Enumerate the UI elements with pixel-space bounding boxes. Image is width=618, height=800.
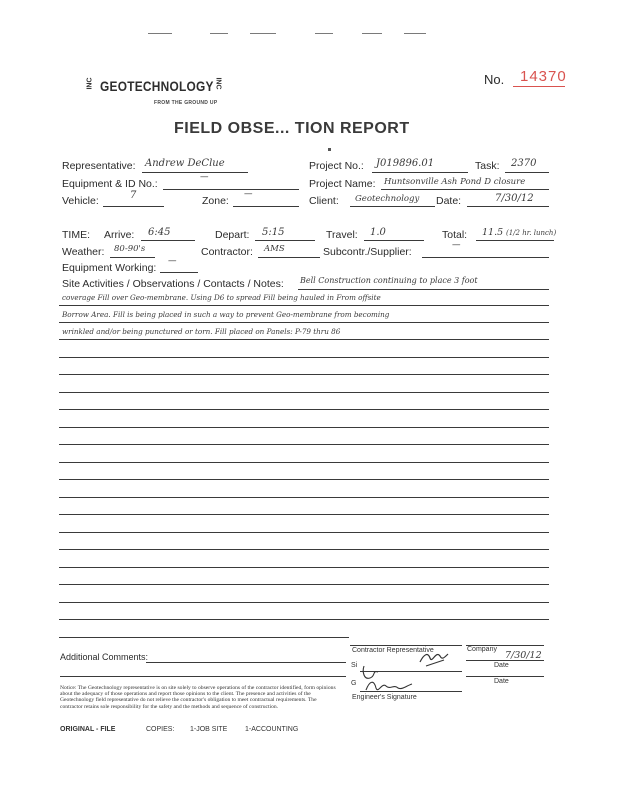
date-label-2: Date — [494, 678, 509, 685]
ruled-line — [59, 462, 549, 463]
scan-mark — [210, 33, 228, 34]
logo-text: GEOTECHNOLOGY — [100, 78, 214, 94]
signature-line-2 — [360, 691, 462, 692]
contractor-signature — [418, 648, 450, 670]
total-value: 11.5 — [482, 227, 504, 238]
sig-prefix-2: G — [351, 680, 357, 687]
report-no-label: No. — [484, 72, 505, 87]
contractor-label: Contractor: — [201, 246, 253, 258]
representative-underline — [142, 172, 248, 173]
ruled-line — [59, 619, 549, 620]
travel-underline — [364, 240, 424, 241]
company-date: 7/30/12 — [505, 650, 542, 661]
project-no-label: Project No.: — [309, 160, 364, 172]
depart-value: 5:15 — [262, 227, 285, 238]
equipment-working-underline — [160, 272, 198, 273]
ruled-line — [59, 532, 549, 533]
scan-mark — [148, 33, 172, 34]
subcontr-value: — — [452, 240, 461, 250]
client-value: Geotechnology — [355, 194, 420, 204]
additional-comments-underline — [146, 662, 346, 663]
project-no-underline — [372, 172, 468, 173]
logo-side-text-right: INC — [214, 77, 222, 90]
project-name-value: Huntsonville Ash Pond D closure — [384, 177, 526, 187]
additional-comments-label: Additional Comments: — [60, 652, 149, 662]
ruled-line — [59, 427, 549, 428]
travel-label: Travel: — [326, 229, 358, 241]
ruled-line — [59, 584, 549, 585]
ruled-line — [59, 322, 549, 323]
arrive-label: Arrive: — [104, 229, 135, 241]
total-underline — [476, 240, 554, 241]
weather-label: Weather: — [62, 246, 105, 258]
date-value: 7/30/12 — [495, 193, 534, 204]
equipment-underline — [163, 189, 299, 190]
engineer-signature — [364, 676, 414, 696]
page-title: FIELD OBSE... TION REPORT — [174, 120, 410, 137]
arrive-value: 6:45 — [148, 227, 171, 238]
equipment-value: — — [200, 172, 209, 182]
project-name-underline — [381, 189, 549, 190]
copy-job-site: 1-JOB SITE — [190, 726, 228, 733]
ruled-line — [59, 305, 549, 306]
zone-label: Zone: — [202, 195, 229, 207]
logo-tagline: FROM THE GROUND UP — [154, 100, 218, 106]
ruled-line — [59, 444, 549, 445]
engineer-sig-label: Engineer's Signature — [352, 694, 417, 701]
ruled-line — [59, 392, 549, 393]
notes-line: Bell Construction continuing to place 3 foot — [300, 276, 478, 285]
ruled-line — [59, 409, 549, 410]
ruled-line — [59, 567, 549, 568]
vehicle-underline — [103, 206, 164, 207]
task-label: Task: — [475, 160, 500, 172]
depart-underline — [255, 240, 315, 241]
vehicle-label: Vehicle: — [62, 195, 99, 207]
ruled-line — [59, 357, 549, 358]
date-line-2 — [466, 676, 544, 677]
vehicle-value: 7 — [130, 190, 137, 201]
depart-label: Depart: — [215, 229, 250, 241]
scan-mark — [315, 33, 333, 34]
zone-underline — [233, 206, 299, 207]
subcontr-label: Subcontr./Supplier: — [323, 246, 412, 258]
contractor-rep-label: Contractor Representative — [352, 647, 434, 654]
notes-line: coverage Fill over Geo-membrane. Using D6 to spread Fill being hauled in From offsite — [62, 293, 381, 302]
ruled-line — [59, 549, 549, 550]
equipment-label: Equipment & ID No.: — [62, 178, 158, 190]
ruled-line — [59, 339, 549, 340]
notes-line: wrinkled and/or being punctured or torn. Fill placed on Panels: P-79 thru 86 — [62, 327, 341, 336]
project-no-value: J019896.01 — [376, 158, 435, 169]
representative-value: Andrew DeClue — [145, 158, 225, 169]
zone-value: — — [244, 189, 253, 199]
arrive-underline — [141, 240, 195, 241]
time-label: TIME: — [62, 229, 90, 241]
task-underline — [505, 172, 549, 173]
contractor-underline — [258, 257, 320, 258]
task-value: 2370 — [511, 158, 537, 169]
additional-comments-line-2 — [60, 676, 346, 677]
sig-prefix-1: Si — [351, 662, 358, 669]
report-no-value: 14370 — [520, 68, 567, 85]
notice-text: Notice: The Geotechnology representative is on site solely to observe operations of the contractor identified, form opinions about the adequacy of those operations and report those opinions to the client. The presence and activities of the Geotechnology field representative do not relieve the contractor's obligation to meet contractual requirements. The contractor retains sole responsibility for the safety and the methods and sequence of construction. — [60, 685, 336, 710]
scan-dot — [328, 148, 331, 151]
report-no-underline — [513, 86, 565, 87]
notes-line: Borrow Area. Fill is being placed in such a way to prevent Geo-membrane from becoming — [62, 310, 390, 319]
client-label: Client: — [309, 195, 339, 207]
notes-underline — [298, 289, 549, 290]
ruled-line — [59, 514, 549, 515]
date-line-1 — [466, 660, 544, 661]
company-label: Company — [467, 646, 497, 653]
ruled-line — [59, 602, 549, 603]
copy-accounting: 1-ACCOUNTING — [245, 726, 299, 733]
equipment-working-label: Equipment Working: — [62, 262, 157, 274]
contractor-rep-line — [350, 645, 462, 646]
representative-label: Representative: — [62, 160, 136, 172]
scan-mark — [404, 33, 426, 34]
client-underline — [350, 206, 435, 207]
weather-value: 80-90's — [114, 244, 146, 254]
project-name-label: Project Name: — [309, 178, 376, 190]
travel-value: 1.0 — [370, 227, 386, 238]
notes-label: Site Activities / Observations / Contacts / Notes: — [62, 278, 284, 290]
ruled-line — [59, 479, 549, 480]
scan-mark — [362, 33, 382, 34]
ruled-line — [59, 374, 549, 375]
scan-mark — [250, 33, 276, 34]
total-label: Total: — [442, 229, 468, 241]
subcontr-underline — [422, 257, 549, 258]
total-note: (1/2 hr. lunch) — [506, 229, 557, 237]
ruled-line — [59, 497, 549, 498]
equipment-working-value: — — [168, 256, 177, 266]
copies-label: COPIES: — [146, 726, 175, 733]
company-logo — [86, 74, 232, 110]
contractor-value: AMS — [264, 244, 285, 254]
logo-side-text: INC — [86, 77, 94, 90]
date-label-1: Date — [494, 662, 509, 669]
date-label: Date: — [436, 195, 462, 207]
ruled-line — [59, 637, 349, 638]
original-label: ORIGINAL - FILE — [60, 726, 116, 733]
date-underline — [467, 206, 549, 207]
weather-underline — [110, 257, 155, 258]
